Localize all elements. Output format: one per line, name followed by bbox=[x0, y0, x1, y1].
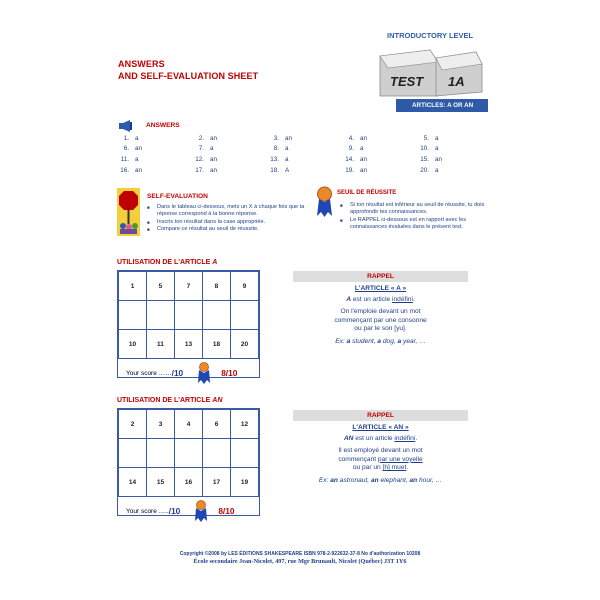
rappel-a-def-end: . bbox=[412, 295, 415, 303]
rappel-an-ex-a2: an bbox=[370, 476, 379, 484]
answer-value: a bbox=[210, 145, 214, 153]
answer-number: 16. bbox=[120, 166, 129, 174]
rappel-a-ex-a1: a bbox=[346, 337, 351, 345]
rappel-a-def-word: indéfini bbox=[392, 295, 413, 303]
answer-item bbox=[342, 133, 417, 144]
rappel-a-line-2: commençant par une consonne bbox=[334, 316, 427, 324]
answer-value: an bbox=[210, 134, 218, 142]
rappel-a-ex-a2: a bbox=[377, 337, 382, 345]
rappel-an-ex-label: Ex: bbox=[318, 476, 331, 484]
rappel-an-def-word: indéfini bbox=[394, 434, 416, 442]
rappel-an-ex-t3: hour, … bbox=[417, 476, 443, 484]
score-cell[interactable]: 12 bbox=[231, 410, 259, 439]
answer-item bbox=[192, 144, 267, 155]
rappel-a-line-3: ou par le son [yu]. bbox=[354, 325, 407, 333]
answer-value: an bbox=[360, 166, 368, 174]
score-cell[interactable]: 10 bbox=[119, 330, 147, 359]
answer-number: 10. bbox=[420, 145, 429, 153]
award-ribbon-icon bbox=[194, 500, 208, 522]
seuil-bullet-1: ■ Si ton résultat est inférieur au seuil de réussite, tu dois approfondir tes connaissances. bbox=[340, 202, 488, 217]
score-cell[interactable]: 4 bbox=[175, 410, 203, 439]
seuil-list bbox=[340, 202, 488, 232]
answer-item bbox=[117, 133, 192, 144]
title-line-2: AND SELF-EVALUATION SHEET bbox=[118, 71, 259, 81]
answer-item bbox=[417, 154, 492, 165]
stop-sign-illustration bbox=[117, 188, 140, 236]
answers-title: ANSWERS bbox=[146, 122, 180, 129]
rappel-an-def-article: AN bbox=[343, 434, 354, 442]
answer-number: 12. bbox=[195, 155, 204, 163]
score-grid-an bbox=[118, 409, 259, 497]
score-cell[interactable]: 9 bbox=[230, 272, 258, 301]
answer-value: an bbox=[135, 166, 143, 174]
answer-item bbox=[192, 154, 267, 165]
answer-item bbox=[192, 133, 267, 144]
section-a-title-article: A bbox=[212, 259, 218, 266]
answer-item bbox=[417, 165, 492, 176]
answer-value: an bbox=[210, 166, 218, 174]
score-cell[interactable]: 13 bbox=[174, 330, 202, 359]
answer-value: an bbox=[360, 155, 368, 163]
score-cell[interactable]: 18 bbox=[202, 330, 230, 359]
answer-value: a bbox=[285, 155, 289, 163]
section-a-title-prefix: UTILISATION DE L'ARTICLE bbox=[117, 259, 213, 266]
answer-value: a bbox=[360, 145, 364, 153]
test-logo bbox=[378, 42, 483, 100]
answer-number: 17. bbox=[195, 166, 204, 174]
score-cell[interactable]: 16 bbox=[175, 468, 203, 497]
score-total-a: /10 bbox=[171, 368, 184, 378]
rappel-an-line-3b: [h] muet bbox=[382, 464, 407, 472]
score-cell[interactable]: 6 bbox=[203, 410, 231, 439]
answer-number: 7. bbox=[198, 145, 204, 153]
articles-bar-label: ARTICLES: A OR AN bbox=[412, 102, 474, 109]
answer-item bbox=[267, 144, 342, 155]
answer-number: 1. bbox=[123, 134, 129, 142]
score-cell[interactable]: 20 bbox=[230, 330, 258, 359]
score-table-an bbox=[117, 408, 260, 516]
rappel-a-body bbox=[293, 285, 468, 347]
answer-item bbox=[117, 154, 192, 165]
seuil-bullet-2: ■ Le RAPPEL ci-dessous est en rapport avec les connaissances évaluées dans le présent test. bbox=[340, 217, 488, 232]
answer-item bbox=[117, 165, 192, 176]
section-an-title-prefix: UTILISATION DE L'ARTICLE bbox=[117, 397, 213, 404]
rappel-an-ex-a1: an bbox=[330, 476, 338, 484]
test-logo-graphic bbox=[378, 42, 483, 100]
answer-number: 19. bbox=[345, 166, 354, 174]
score-cell[interactable]: 17 bbox=[203, 468, 231, 497]
answer-number: 14. bbox=[345, 155, 354, 163]
answer-value: a bbox=[135, 134, 139, 142]
rappel-a-line-1: On l'emploie devant un mot bbox=[340, 308, 421, 316]
section-a-title bbox=[117, 259, 217, 266]
rappel-an-example bbox=[293, 477, 468, 486]
score-cell[interactable]: 1 bbox=[119, 272, 147, 301]
score-row-a bbox=[118, 359, 259, 387]
answer-value: an bbox=[285, 134, 293, 142]
rappel-a-definition bbox=[293, 296, 468, 305]
score-cell[interactable]: 8 bbox=[202, 272, 230, 301]
score-cell[interactable]: 14 bbox=[119, 468, 147, 497]
score-cell[interactable]: 15 bbox=[147, 468, 175, 497]
answer-number: 6. bbox=[123, 145, 129, 153]
footer bbox=[100, 550, 500, 566]
answer-number: 9. bbox=[348, 145, 354, 153]
rappel-a-header: RAPPEL bbox=[293, 271, 468, 282]
rappel-an-def-rest: est un article bbox=[353, 434, 395, 442]
section-an-title bbox=[117, 397, 222, 404]
award-ribbon-icon bbox=[316, 186, 333, 218]
rappel-an-def-end: . bbox=[415, 434, 418, 442]
award-ribbon-icon bbox=[197, 362, 211, 384]
answer-item bbox=[342, 154, 417, 165]
rappel-an-line-2b: par une voyelle bbox=[377, 455, 423, 463]
rappel-a-ex-t2: dog, bbox=[381, 337, 398, 345]
answer-number: 4. bbox=[348, 134, 354, 142]
answer-value: A bbox=[285, 166, 290, 174]
score-cell[interactable]: 19 bbox=[231, 468, 259, 497]
score-cell[interactable]: 3 bbox=[147, 410, 175, 439]
footer-address: École secondaire Jean-Nicolet, 497, rue Mgr Brunault, Nicolet (Québec) J3T 1Y6 bbox=[193, 558, 407, 565]
answer-number: 8. bbox=[273, 145, 279, 153]
title-line-1: ANSWERS bbox=[118, 59, 165, 69]
answer-item bbox=[342, 144, 417, 155]
self-eval-bullet-2: ■ Inscris ton résultat dans la case appropriée. bbox=[147, 219, 305, 226]
rappel-a-ex-t3: year, … bbox=[401, 337, 426, 345]
introductory-level-label: INTRODUCTORY LEVEL bbox=[387, 31, 474, 40]
answer-number: 11. bbox=[120, 155, 129, 163]
score-row-an bbox=[118, 497, 259, 525]
rappel-an-ex-t2: elephant, bbox=[378, 476, 410, 484]
score-total-an: /10 bbox=[168, 506, 181, 516]
answer-item bbox=[117, 144, 192, 155]
rappel-a-ex-label: Ex: bbox=[335, 337, 347, 345]
rappel-a-def-rest: est un article bbox=[350, 295, 393, 303]
threshold-a: 8/10 bbox=[221, 368, 238, 378]
answers-grid bbox=[117, 133, 492, 175]
score-cell[interactable]: 5 bbox=[147, 272, 175, 301]
rappel-an-ex-a3: an bbox=[409, 476, 418, 484]
answer-value: a bbox=[435, 166, 439, 174]
answer-item bbox=[342, 165, 417, 176]
seuil-title: SEUIL DE RÉUSSITE bbox=[337, 190, 397, 196]
page-title bbox=[118, 58, 258, 82]
score-label-an: Your score ….. bbox=[126, 507, 169, 515]
rappel-a-def-article: A bbox=[346, 295, 351, 303]
answer-value: a bbox=[135, 155, 139, 163]
self-evaluation-list bbox=[147, 204, 305, 234]
rappel-an-line-3c: . bbox=[406, 464, 409, 472]
self-evaluation-title: SELF-EVALUATION bbox=[147, 193, 208, 200]
answer-value: a bbox=[435, 134, 439, 142]
answer-number: 3. bbox=[273, 134, 279, 142]
score-cell[interactable]: 11 bbox=[147, 330, 175, 359]
rappel-an-line-3 bbox=[293, 464, 468, 473]
rappel-an-line-3a: ou par un bbox=[352, 464, 383, 472]
threshold-an: 8/10 bbox=[218, 506, 235, 516]
answer-number: 18. bbox=[270, 166, 279, 174]
self-eval-bullet-1: ■ Dans le tableau ci-dessous, mets un X à chaque fois que ta réponse correspond à la bonne réponse. bbox=[147, 204, 305, 219]
articles-bar bbox=[396, 99, 488, 112]
rappel-an-ex-t1: astronaut, bbox=[337, 476, 371, 484]
answer-number: 13. bbox=[270, 155, 279, 163]
rappel-an-header: RAPPEL bbox=[293, 410, 468, 421]
answer-item bbox=[192, 165, 267, 176]
rappel-a-subtitle: L'ARTICLE « A » bbox=[354, 285, 407, 292]
score-table-a bbox=[117, 270, 260, 378]
answer-item bbox=[417, 144, 492, 155]
answer-value: an bbox=[135, 145, 143, 153]
rappel-an-line-1: Il est employé devant un mot bbox=[338, 447, 423, 455]
answer-value: an bbox=[360, 134, 368, 142]
score-cell[interactable]: 2 bbox=[119, 410, 147, 439]
megaphone-icon bbox=[119, 119, 133, 131]
answer-number: 2. bbox=[198, 134, 204, 142]
answer-number: 15. bbox=[420, 155, 429, 163]
score-label-a: Your score …… bbox=[126, 369, 172, 377]
rappel-an-subtitle: L'ARTICLE « AN » bbox=[352, 424, 409, 431]
answer-item bbox=[267, 165, 342, 176]
answer-value: a bbox=[435, 145, 439, 153]
rappel-an-definition bbox=[293, 435, 468, 444]
logo-1a-text: 1A bbox=[448, 74, 465, 89]
rappel-an-line-2a: commençant bbox=[338, 455, 378, 463]
answer-value: an bbox=[435, 155, 443, 163]
rappel-an-body bbox=[293, 424, 468, 486]
section-an-title-article: AN bbox=[212, 397, 223, 404]
score-cell[interactable]: 7 bbox=[174, 272, 202, 301]
answer-number: 20. bbox=[420, 166, 429, 174]
rappel-a-ex-t1: student, bbox=[350, 337, 378, 345]
self-eval-bullet-3: ■ Compare ce résultat au seuil de réussite. bbox=[147, 226, 305, 233]
logo-test-text: TEST bbox=[390, 74, 424, 89]
rappel-an-line-2 bbox=[293, 456, 468, 465]
answer-value: a bbox=[285, 145, 289, 153]
footer-copyright: Copyright ©2008 by LES ÉDITIONS SHAKESPEARE ISBN 978-2-922632-37-8 No d'authorization 10208 bbox=[179, 551, 421, 557]
answer-number: 5. bbox=[423, 134, 429, 142]
rappel-a-ex-a3: a bbox=[397, 337, 402, 345]
answer-value: an bbox=[210, 155, 218, 163]
answer-item bbox=[267, 133, 342, 144]
rappel-a-example bbox=[293, 338, 468, 347]
answer-item bbox=[417, 133, 492, 144]
answer-item bbox=[267, 154, 342, 165]
score-grid-a bbox=[118, 271, 259, 359]
